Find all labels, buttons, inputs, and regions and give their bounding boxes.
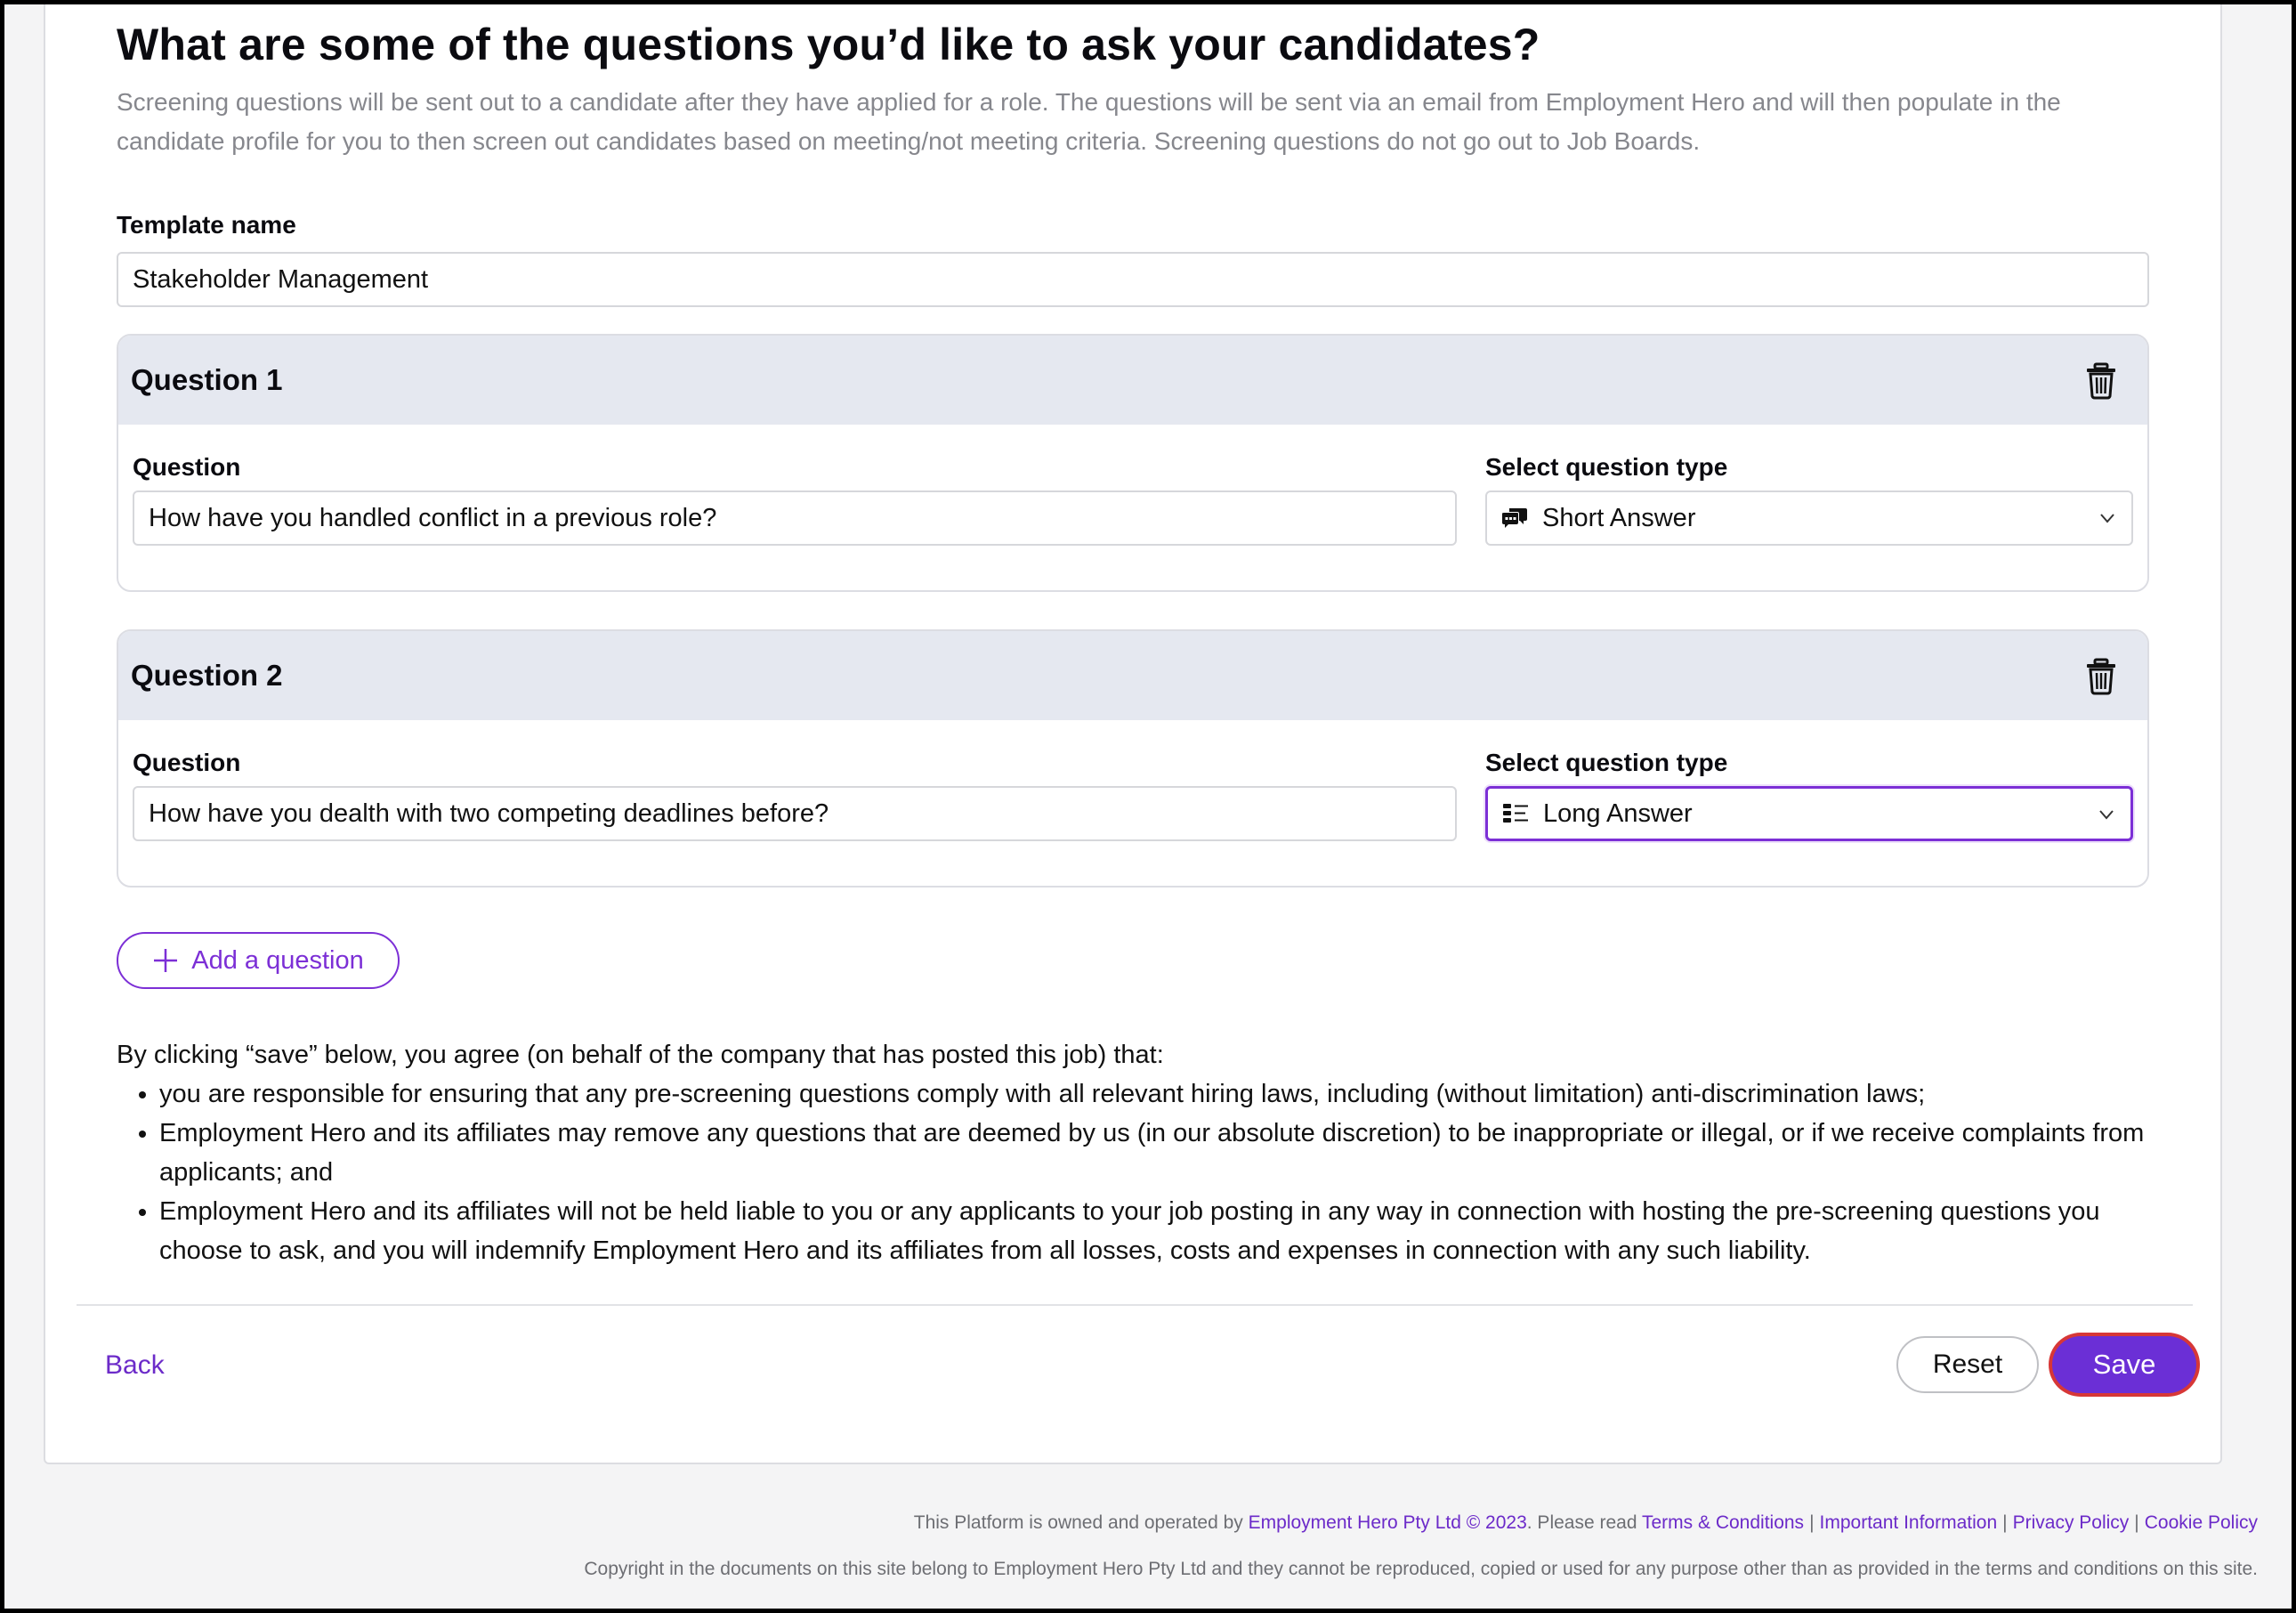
question-input[interactable]: How have you handled conflict in a previous role? (133, 490, 1457, 546)
separator: | (2002, 1512, 2008, 1533)
intro-text: Screening questions will be sent out to a candidate after they have applied for a role. The questions will be sent via an email from Employment Hero and will then populate in the candidate profile for you to then screen out candidates based on meeting/not meeting criteria. Screening questions do not go out to Job Boards. (117, 88, 2061, 155)
list-text-icon (1502, 802, 1529, 825)
question-type-select[interactable] (1485, 786, 2133, 841)
footer-ownership (914, 1512, 2258, 1534)
chevron-down-icon (2099, 512, 2115, 524)
question-header: Question 1 (118, 336, 2147, 425)
page-title: What are some of the questions you’d like to ask your candidates? (117, 20, 1540, 69)
important-info-link[interactable]: Important Information (1819, 1512, 1998, 1533)
trash-icon[interactable] (2085, 362, 2117, 400)
cookie-link[interactable]: Cookie Policy (2144, 1512, 2258, 1533)
chevron-down-icon (2098, 808, 2114, 821)
legal-list (159, 1074, 2163, 1270)
question-type-value: Long Answer (1543, 798, 1693, 828)
reset-button[interactable]: Reset (1896, 1336, 2039, 1393)
question-type-label: Select question type (1485, 453, 1728, 481)
separator: | (2134, 1512, 2139, 1533)
chat-bubbles-icon (1501, 507, 1528, 530)
add-question-label: Add a question (191, 945, 364, 975)
question-type-label: Select question type (1485, 749, 1728, 776)
question-header: Question 2 (118, 631, 2147, 720)
privacy-link[interactable]: Privacy Policy (2012, 1512, 2130, 1533)
template-name-label: Template name (117, 211, 296, 239)
question-input[interactable]: How have you dealth with two competing deadlines before? (133, 786, 1457, 841)
legal-agreement (117, 1035, 2163, 1270)
question-card-1 (117, 334, 2149, 592)
question-label: Question (133, 749, 241, 776)
legal-item: • Employment Hero and its affiliates may remove any questions that are deemed by us (in our absolute discretion) to be inappropriate or illegal, or if we receive complaints from applicants; and (159, 1114, 2163, 1192)
question-label: Question (133, 453, 241, 481)
viewport (4, 4, 2292, 1609)
question-type-value: Short Answer (1542, 503, 1696, 532)
footer-copyright: Copyright in the documents on this site belong to Employment Hero Pty Ltd and they cannot be reproduced, copied or used for any purpose other than as provided in the terms and conditions on this site. (584, 1559, 2258, 1579)
question-card-2 (117, 629, 2149, 888)
plus-icon (152, 947, 179, 974)
form-card (44, 4, 2222, 1464)
legal-item: • Employment Hero and its affiliates will not be held liable to you or any applicants to your job posting in any way in connection with hosting the pre-screening questions you choose to ask, and you will indemnify Employment Hero and its affiliates from all losses, costs and expenses in connection with any such liability. (159, 1192, 2163, 1270)
legal-intro: By clicking “save” below, you agree (on behalf of the company that has posted this job) that: (117, 1041, 1164, 1069)
add-question-button[interactable] (117, 932, 400, 989)
footer-please-read: . Please read (1526, 1512, 1637, 1533)
question-type-select[interactable] (1485, 490, 2133, 546)
company-link[interactable]: Employment Hero Pty Ltd © 2023 (1248, 1512, 1527, 1533)
save-button-label: Save (2052, 1336, 2196, 1393)
save-button[interactable] (2049, 1333, 2200, 1397)
footer-prefix: This Platform is owned and operated by (913, 1512, 1243, 1533)
divider (77, 1304, 2193, 1306)
separator: | (1809, 1512, 1815, 1533)
template-name-input[interactable]: Stakeholder Management (117, 252, 2149, 307)
terms-link[interactable]: Terms & Conditions (1641, 1512, 1805, 1533)
legal-item: • you are responsible for ensuring that any pre-screening questions comply with all relevant hiring laws, including (without limitation) anti-discrimination laws; (159, 1074, 2163, 1114)
trash-icon[interactable] (2085, 658, 2117, 695)
back-link[interactable]: Back (105, 1350, 165, 1380)
